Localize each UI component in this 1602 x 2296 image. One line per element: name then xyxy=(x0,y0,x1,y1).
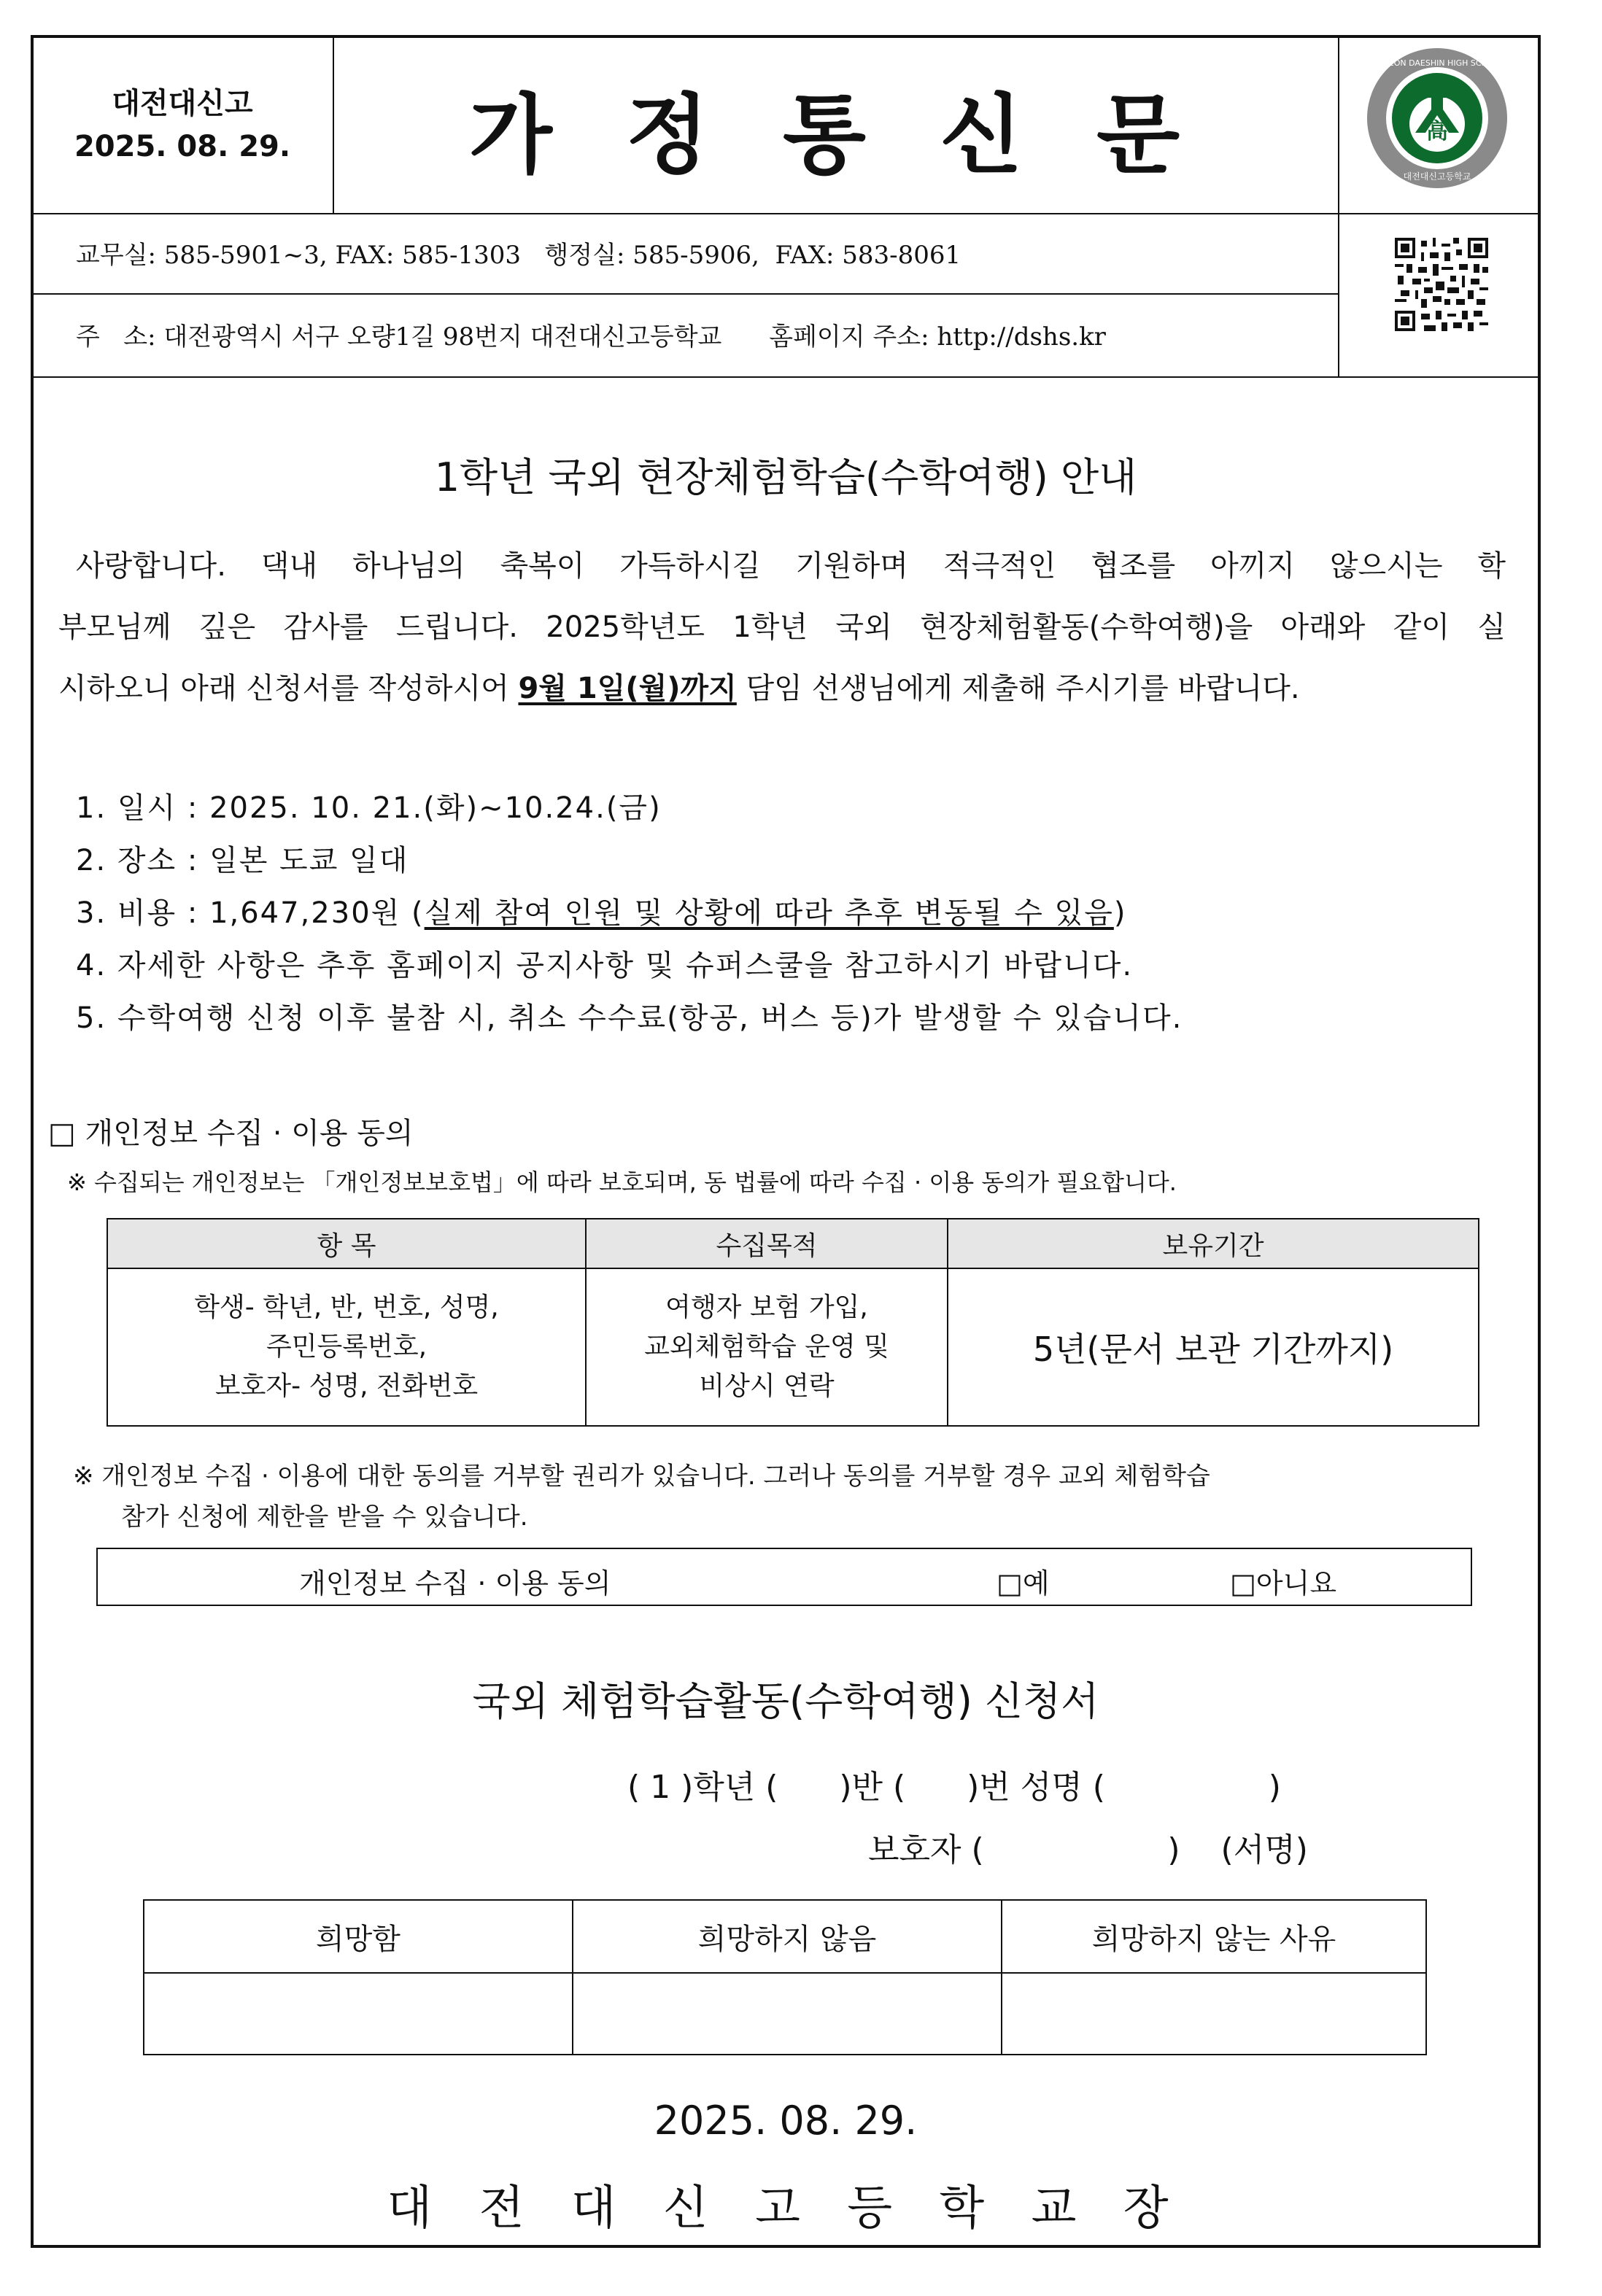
privacy-purpose-cell xyxy=(586,1268,948,1426)
school-logo xyxy=(1364,45,1510,191)
item-cancellation: 5. 수학여행 신청 이후 불참 시, 취소 수수료(항공, 버스 등)가 발생할 수 있습니다. xyxy=(76,1001,1183,1035)
intro-line-3 xyxy=(58,665,1300,707)
privacy-item-line: 주민등록번호, xyxy=(266,1332,427,1362)
address-info: 주 소: 대전광역시 서구 오량1길 98번지 대전대신고등학교 홈페이지 주소: http://dshs.kr xyxy=(76,322,1106,352)
refusal-note-1: ※ 개인정보 수집 · 이용에 대한 동의를 거부할 권리가 있습니다. 그러나 동의를 거부할 경우 교외 체험학습 xyxy=(73,1462,1210,1491)
refusal-note-2: 참가 신청에 제한을 받을 수 있습니다. xyxy=(121,1502,528,1532)
item-cost-note: 실제 참여 인원 및 상황에 따라 추후 변동될 수 있음 xyxy=(424,896,1114,930)
application-title: 국외 체험학습활동(수학여행) 신청서 xyxy=(472,1678,1099,1724)
privacy-purpose-line: 교외체험학습 운영 및 xyxy=(644,1332,889,1362)
reason-cell[interactable] xyxy=(1002,1973,1426,2055)
intro-line-3-a: 시하오니 아래 신청서를 작성하시어 xyxy=(58,672,519,705)
student-info-line[interactable]: ( 1 )학년 ( )반 ( )번 성명 ( ) xyxy=(627,1769,1281,1806)
item-cost-c: ) xyxy=(1113,896,1127,930)
col-not-want: 희망하지 않음 xyxy=(573,1900,1002,1973)
contact-info: 교무실: 585-5901~3, FAX: 585-1303 행정실: 585-5906, FAX: 583-8061 xyxy=(76,241,961,270)
privacy-purpose-line: 여행자 보험 가입, xyxy=(665,1292,868,1322)
notice-title: 1학년 국외 현장체험학습(수학여행) 안내 xyxy=(434,454,1137,500)
item-place: 2. 장소 : 일본 도쿄 일대 xyxy=(76,844,409,877)
privacy-header-period: 보유기간 xyxy=(948,1219,1479,1268)
consent-label: 개인정보 수집 · 이용 동의 xyxy=(299,1567,611,1599)
intro-line-2: 부모님께 깊은 감사를 드립니다. 2025학년도 1학년 국외 현장체험활동(수학여행)을 아래와 같이 실 xyxy=(58,610,1506,644)
application-table xyxy=(143,1899,1427,2055)
school-name: 대전대신고 xyxy=(112,87,253,120)
page-title: 가 정 통 신 문 xyxy=(468,85,1202,185)
col-reason: 희망하지 않는 사유 xyxy=(1002,1900,1426,1973)
privacy-table xyxy=(107,1218,1479,1427)
header-divider xyxy=(1338,36,1339,376)
privacy-heading: □ 개인정보 수집 · 이용 동의 xyxy=(48,1117,414,1150)
deadline-text: 9월 1일(월)까지 xyxy=(518,672,737,705)
consent-no-checkbox[interactable]: □아니요 xyxy=(1230,1567,1337,1599)
principal-signature: 대 전 대 신 고 등 학 교 장 xyxy=(387,2181,1185,2235)
logo-ring-text: DAEJEON DAESHIN HIGH SCHOOL xyxy=(1369,58,1505,68)
privacy-items-cell xyxy=(107,1268,586,1426)
privacy-purpose-line: 비상시 연락 xyxy=(699,1371,835,1401)
item-details: 4. 자세한 사항은 추후 홈페이지 공지사항 및 슈퍼스쿨을 참고하시기 바랍니다. xyxy=(76,949,1134,982)
consent-yes-checkbox[interactable]: □예 xyxy=(997,1567,1050,1599)
qr-code[interactable] xyxy=(1395,238,1488,331)
logo-bottom-text: 대전대신고등학교 xyxy=(1403,171,1471,182)
privacy-period-cell: 5년(문서 보관 기간까지) xyxy=(948,1268,1479,1426)
privacy-item-line: 학생- 학년, 반, 번호, 성명, xyxy=(194,1292,499,1322)
item-date: 1. 일시 : 2025. 10. 21.(화)~10.24.(금) xyxy=(76,791,662,825)
header-divider xyxy=(32,376,1539,378)
issue-date: 2025. 08. 29. xyxy=(74,130,291,163)
guardian-signature-line[interactable]: 보호자 ( ) (서명) xyxy=(868,1831,1308,1869)
want-cell[interactable] xyxy=(144,1973,573,2055)
privacy-item-line: 보호자- 성명, 전화번호 xyxy=(214,1371,479,1401)
intro-line-1: 사랑합니다. 댁내 하나님의 축복이 가득하시길 기원하며 적극적인 협조를 아끼지 않으시는 학 xyxy=(76,549,1506,583)
logo-hanja: 高 xyxy=(1426,119,1448,144)
item-cost-a: 3. 비용 : 1,647,230원 ( xyxy=(76,896,425,930)
intro-line-3-c: 담임 선생님에게 제출해 주시기를 바랍니다. xyxy=(736,672,1300,705)
footer-date: 2025. 08. 29. xyxy=(654,2098,918,2144)
privacy-header-item: 항 목 xyxy=(107,1219,586,1268)
item-cost xyxy=(76,890,1126,931)
not-want-cell[interactable] xyxy=(573,1973,1002,2055)
privacy-header-purpose: 수집목적 xyxy=(586,1219,948,1268)
privacy-note: ※ 수집되는 개인정보는 「개인정보보호법」에 따라 보호되며, 동 법률에 따라 수집 · 이용 동의가 필요합니다. xyxy=(67,1168,1177,1196)
header-divider xyxy=(32,213,1539,214)
header-divider xyxy=(32,293,1338,295)
col-want: 희망함 xyxy=(144,1900,573,1973)
